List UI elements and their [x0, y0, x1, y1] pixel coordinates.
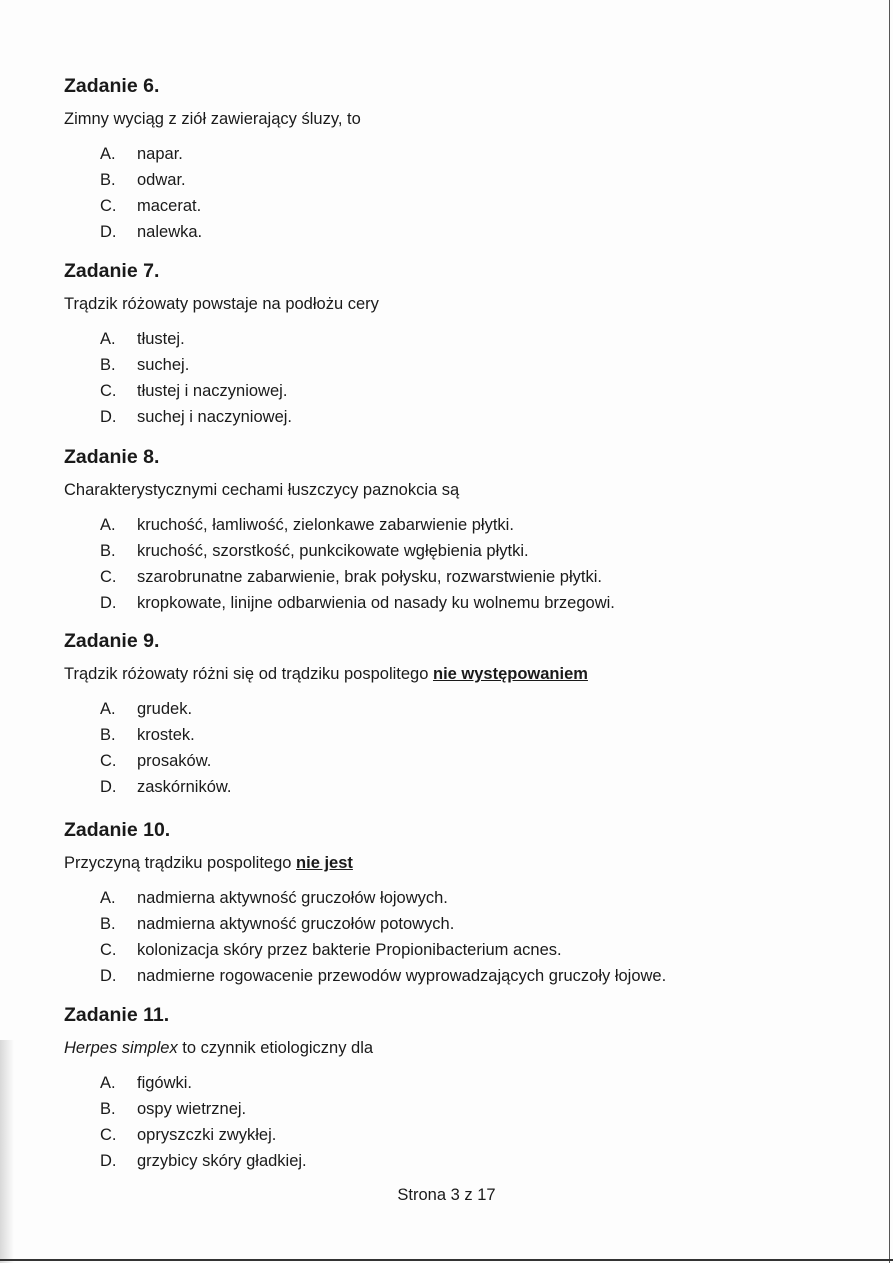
task-10 [64, 818, 764, 989]
option-letter: C. [100, 1126, 117, 1144]
option-text: nalewka. [137, 223, 203, 241]
task-title: Zadanie 11. [64, 1004, 170, 1026]
task-question: Trądzik różowaty powstaje na podłożu cery [64, 295, 379, 313]
answer-option [100, 696, 764, 722]
option-letter: B. [100, 1100, 116, 1118]
option-text: suchej. [137, 356, 190, 374]
answer-option [100, 538, 764, 564]
answer-option [100, 911, 764, 937]
answer-option [100, 512, 764, 538]
task-title: Zadanie 9. [64, 630, 160, 652]
answer-option [100, 1070, 764, 1096]
task-title: Zadanie 10. [64, 819, 171, 841]
answer-option [100, 404, 764, 430]
option-text: kruchość, łamliwość, zielonkawe zabarwienie płytki. [137, 516, 514, 534]
task-11 [64, 1003, 764, 1174]
option-letter: B. [100, 915, 116, 933]
task-title: Zadanie 8. [64, 446, 160, 468]
scan-edge-bottom [0, 1259, 893, 1261]
option-letter: A. [100, 330, 116, 348]
answer-options [100, 1070, 764, 1174]
answer-options [100, 696, 764, 800]
answer-option [100, 352, 764, 378]
task-title: Zadanie 7. [64, 260, 160, 282]
option-letter: A. [100, 700, 116, 718]
option-text: grudek. [137, 700, 193, 718]
option-text: kolonizacja skóry przez bakterie Propionibacterium acnes. [137, 941, 562, 959]
question-italic: Herpes simplex [64, 1039, 178, 1057]
task-question: Zimny wyciąg z ziół zawierający śluzy, to [64, 110, 361, 128]
option-letter: C. [100, 382, 117, 400]
option-text: szarobrunatne zabarwienie, brak połysku, rozwarstwienie płytki. [137, 568, 602, 586]
answer-option [100, 722, 764, 748]
option-letter: A. [100, 145, 116, 163]
task-question [64, 1037, 764, 1059]
option-letter: C. [100, 752, 117, 770]
answer-option [100, 326, 764, 352]
option-letter: D. [100, 594, 117, 612]
option-text: prosaków. [137, 752, 212, 770]
option-letter: B. [100, 726, 116, 744]
option-text: kropkowate, linijne odbarwienia od nasady ku wolnemu brzegowi. [137, 594, 615, 612]
option-letter: D. [100, 1152, 117, 1170]
task-question: Charakterystycznymi cechami łuszczycy paznokcia są [64, 481, 460, 499]
question-emphasis: nie występowaniem [432, 665, 588, 683]
answer-option [100, 774, 764, 800]
answer-options [100, 141, 764, 245]
option-letter: A. [100, 1074, 116, 1092]
option-letter: D. [100, 778, 117, 796]
question-emphasis: nie jest [296, 854, 353, 872]
answer-option [100, 378, 764, 404]
question-text: to czynnik etiologiczny dla [177, 1039, 374, 1057]
option-text: zaskórników. [137, 778, 232, 796]
answer-options [100, 512, 764, 616]
option-text: nadmierna aktywność gruczołów łojowych. [137, 889, 448, 907]
option-letter: A. [100, 889, 116, 907]
answer-option [100, 167, 764, 193]
scan-edge-right [889, 0, 890, 1263]
answer-option [100, 1096, 764, 1122]
option-text: napar. [137, 145, 183, 163]
answer-option [100, 1122, 764, 1148]
option-text: figówki. [137, 1074, 193, 1092]
option-text: suchej i naczyniowej. [137, 408, 292, 426]
answer-options [100, 885, 764, 989]
question-text: Trądzik różowaty różni się od trądziku pospolitego [64, 665, 433, 683]
option-letter: D. [100, 223, 117, 241]
option-text: tłustej. [137, 330, 185, 348]
option-letter: C. [100, 568, 117, 586]
option-letter: C. [100, 197, 117, 215]
scan-shade-left [0, 1040, 14, 1263]
option-text: krostek. [137, 726, 195, 744]
task-question [64, 663, 764, 685]
page-number: Strona 3 z 17 [397, 1186, 496, 1204]
question-text: Przyczyną trądziku pospolitego [64, 854, 297, 872]
task-title: Zadanie 6. [64, 75, 160, 97]
task-9 [64, 629, 764, 800]
answer-option [100, 564, 764, 590]
answer-option [100, 590, 764, 616]
option-letter: B. [100, 356, 116, 374]
option-text: nadmierne rogowacenie przewodów wyprowadzających gruczoły łojowe. [137, 967, 667, 985]
answer-option [100, 885, 764, 911]
task-question [64, 852, 764, 874]
option-text: ospy wietrznej. [137, 1100, 247, 1118]
answer-option [100, 963, 764, 989]
option-text: kruchość, szorstkość, punkcikowate wgłębienia płytki. [137, 542, 529, 560]
task-7 [64, 259, 764, 430]
page-footer [0, 1186, 893, 1205]
option-text: odwar. [137, 171, 186, 189]
option-letter: D. [100, 408, 117, 426]
answer-option [100, 219, 764, 245]
option-text: macerat. [137, 197, 202, 215]
answer-option [100, 1148, 764, 1174]
answer-option [100, 748, 764, 774]
answer-option [100, 193, 764, 219]
option-text: tłustej i naczyniowej. [137, 382, 288, 400]
answer-option [100, 141, 764, 167]
answer-options [100, 326, 764, 430]
option-text: opryszczki zwykłej. [137, 1126, 277, 1144]
option-letter: B. [100, 171, 116, 189]
option-text: nadmierna aktywność gruczołów potowych. [137, 915, 455, 933]
task-6 [64, 74, 764, 245]
task-8 [64, 445, 764, 616]
option-letter: D. [100, 967, 117, 985]
option-letter: C. [100, 941, 117, 959]
option-text: grzybicy skóry gładkiej. [137, 1152, 307, 1170]
option-letter: A. [100, 516, 116, 534]
answer-option [100, 937, 764, 963]
option-letter: B. [100, 542, 116, 560]
